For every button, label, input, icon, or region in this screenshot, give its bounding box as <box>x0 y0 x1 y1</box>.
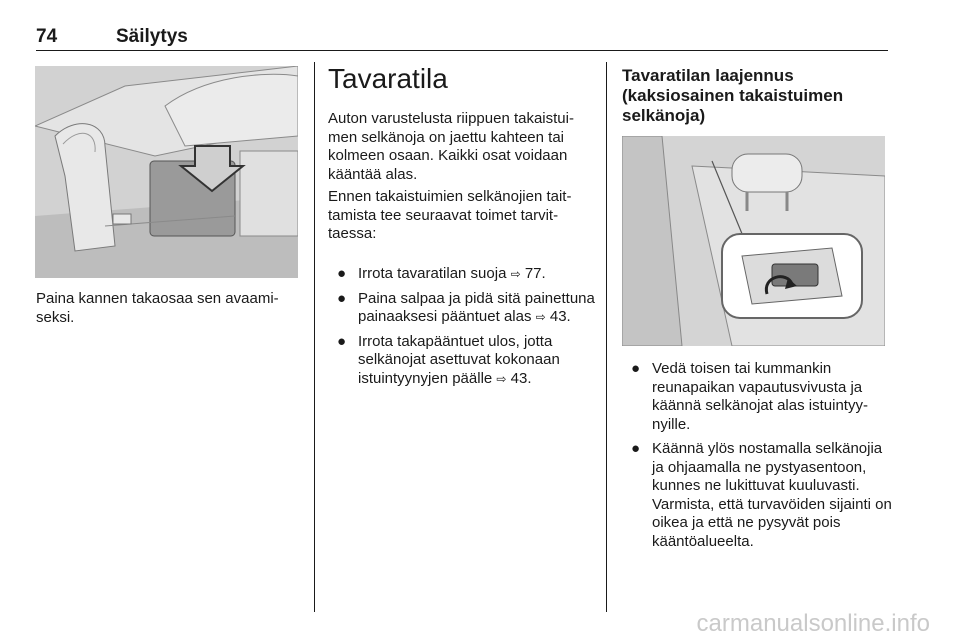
list-item <box>328 265 598 284</box>
list-item-text: Paina salpaa ja pidä sitä painettuna painaaksesi pääntuet alas <box>358 289 595 325</box>
column-divider <box>606 62 607 612</box>
rear-seat-release-illustration <box>622 136 885 346</box>
list-item-text: Irrota takapääntuet ulos, jotta selkänojat asettuvat kokonaan istuintyynyjen päälle <box>358 332 560 387</box>
list-item <box>328 333 598 389</box>
instructions-list <box>622 360 892 557</box>
list-item <box>328 290 598 327</box>
watermark: carmanualsonline.info <box>696 610 930 637</box>
section-heading: Tavaratila <box>328 63 448 94</box>
page-reference[interactable]: 77. <box>524 265 546 282</box>
list-item-text: Vedä toisen tai kummankin reunapaikan vapautusvivusta ja käännä selkänojat alas istuintyynyille. <box>652 360 868 433</box>
paragraph: Auton varustelusta riippuen takaistuimen selkänoja on jaettu kahteen tai kolmeen osaan. Kaikki osat voidaan kääntää alas. <box>328 110 574 183</box>
section-title: Säilytys <box>116 26 188 47</box>
paragraph: Ennen takaistuimien selkänojien taittamista tee seuraavat toimet tarvittaessa: <box>328 188 572 242</box>
page-reference-icon: ⇨ <box>496 371 507 386</box>
rear-seat-drawing <box>622 136 885 346</box>
list-item <box>622 360 892 434</box>
console-storage-illustration <box>35 66 298 278</box>
header-rule <box>36 50 888 51</box>
subsection-heading: Tavaratilan laajennus (kaksiosainen takaistuimen selkänoja) <box>622 66 844 125</box>
bullet-icon: ● <box>631 440 641 457</box>
bullet-icon: ● <box>337 332 347 350</box>
console-storage-drawing <box>35 66 298 278</box>
bullet-icon: ● <box>337 265 347 282</box>
prep-steps-list <box>328 265 598 394</box>
bullet-icon: ● <box>631 360 641 377</box>
page-number: 74 <box>36 26 58 47</box>
column-divider <box>314 62 315 612</box>
page-reference[interactable]: 43. <box>549 308 571 325</box>
page-reference[interactable]: 43. <box>510 369 532 387</box>
figure-caption: Paina kannen takaosaa sen avaamiseksi. <box>36 290 279 326</box>
list-item-text: Irrota tavaratilan suoja <box>358 265 507 282</box>
list-item <box>622 440 892 551</box>
bullet-icon: ● <box>337 289 347 307</box>
page-reference-icon: ⇨ <box>535 310 546 324</box>
page-reference-icon: ⇨ <box>510 267 521 281</box>
list-item-text: Käännä ylös nostamalla selkänojia ja ohjaamalla ne pystyasentoon, kunnes ne lukittuvat kuuluvasti. Varmista, että turvavöiden sijainti on oikea ja että ne pysyvät pois kääntöalueelta. <box>652 440 892 550</box>
